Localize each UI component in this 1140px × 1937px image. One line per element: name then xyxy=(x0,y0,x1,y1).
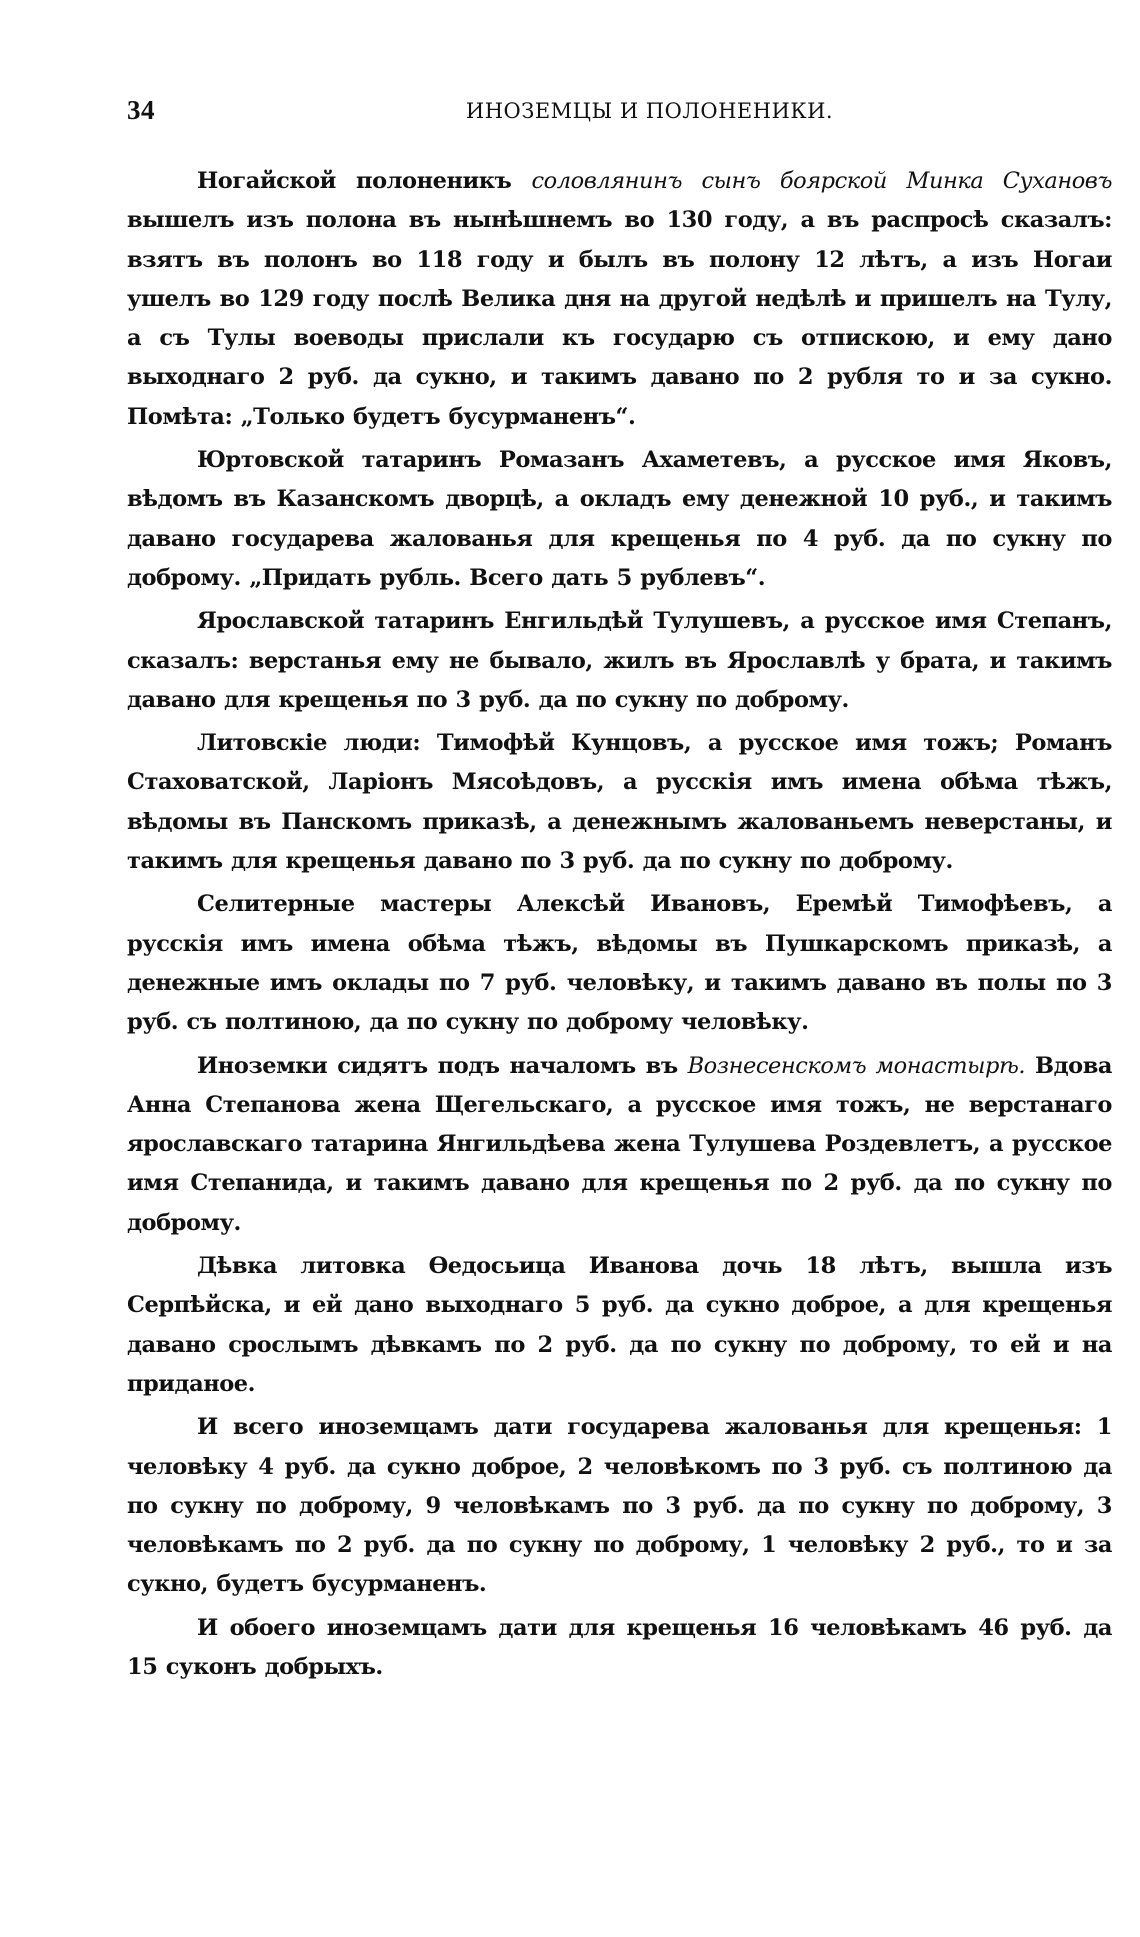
paragraph xyxy=(127,602,1112,720)
text-run: Дѣвка литовка Ѳедосьица Иванова дочь 18 лѣтъ, вышла изъ Серпѣйска, и ей дано выходнаго 5 руб. да сукно доброе, а для крещенья давано срослымъ дѣвкамъ по 2 руб. да по сукну по доброму, то ей и на приданое. xyxy=(127,1253,1112,1397)
italic-text: соловлянинъ сынъ боярской Минка Сухановъ xyxy=(531,168,1112,194)
text-run: Вдова Анна Степанова жена Щегельскаго, а русское имя тожъ, не верстанаго ярославскаго татарина Янгильдѣева жена Тулушева Роздевлетъ, а русское имя Степанида, и такимъ давано для крещенья по 2 руб. да по сукну по доброму. xyxy=(127,1052,1113,1236)
text-run: Ногайской полоненикъ xyxy=(197,168,532,194)
paragraph xyxy=(127,1247,1112,1404)
body-text xyxy=(127,162,1112,1687)
paragraph xyxy=(127,885,1112,1042)
running-head: ИНОЗЕМЦЫ И ПОЛОНЕНИКИ. xyxy=(465,99,834,123)
paragraph xyxy=(127,1047,1112,1243)
paragraph xyxy=(127,441,1112,598)
text-run: Селитерные мастеры Алексѣй Ивановъ, Еремѣй Тимофѣевъ, а русскія имъ имена обѣма тѣжъ, вѣдомы въ Пушкарскомъ приказѣ, а денежные имъ оклады по 7 руб. человѣку, и такимъ давано въ полы по 3 руб. съ полтиною, да по сукну по доброму человѣку. xyxy=(127,891,1112,1036)
paragraph xyxy=(127,1609,1112,1688)
text-run: И обоего иноземцамъ дати для крещенья 16 человѣкамъ 46 руб. да 15 суконъ добрыхъ. xyxy=(127,1614,1112,1680)
page-number: 34 xyxy=(127,95,155,125)
text-run: Литовскіе люди: Тимофѣй Кунцовъ, а русское имя тожъ; Романъ Стаховатской, Ларіонъ Мясоѣдовъ, а русскія имъ имена обѣма тѣжъ, вѣдомы въ Панскомъ приказѣ, а денежнымъ жалованьемъ неверстаны, и такимъ для крещенья давано по 3 руб. да по сукну по доброму. xyxy=(127,730,1112,875)
paragraph xyxy=(127,724,1112,881)
text-run: И всего иноземцамъ дати государева жалованья для крещенья: 1 человѣку 4 руб. да сукно доброе, 2 человѣкомъ по 3 руб. съ полтиною да по сукну по доброму, 9 человѣкамъ по 3 руб. да по сукну по доброму, 3 человѣкамъ по 2 руб. да по сукну по доброму, 1 человѣку 2 руб., то и за сукно, будетъ бусурманенъ. xyxy=(127,1414,1112,1598)
page-header xyxy=(127,95,1112,135)
text-run: вышелъ изъ полона въ нынѣшнемъ во 130 году, а въ распросѣ сказалъ: взятъ въ полонъ во 118 году и былъ въ полону 12 лѣтъ, а изъ Ногаи ушелъ во 129 году послѣ Велика дня на другой недѣлѣ и пришелъ на Тулу, а съ Тулы воеводы прислали къ государю съ отпискою, и ему дано выходнаго 2 руб. да сукно, и такимъ давано по 2 рубля то и за сукно. Помѣта: „Только будетъ бусурманенъ“. xyxy=(127,207,1112,430)
paragraph xyxy=(127,162,1112,437)
italic-text: Вознесенскомъ монастырѣ. xyxy=(687,1052,1026,1079)
text-run: Юртовской татаринъ Ромазанъ Ахаметевъ, а русское имя Яковъ, вѣдомъ въ Казанскомъ дворцѣ, а окладъ ему денежной 10 руб., и такимъ давано государева жалованья для крещенья по 4 руб. да по сукну по доброму. „Придать рубль. Всего дать 5 рублевъ“. xyxy=(127,447,1112,591)
text-run: Иноземки сидятъ подъ началомъ въ xyxy=(197,1052,688,1079)
text-run: Ярославской татаринъ Енгильдѣй Тулушевъ, а русское имя Степанъ, сказалъ: верстанья ему не бывало, жилъ въ Ярославлѣ у брата, и такимъ давано для крещенья по 3 руб. да по сукну по доброму. xyxy=(127,608,1112,713)
paragraph xyxy=(127,1408,1112,1604)
